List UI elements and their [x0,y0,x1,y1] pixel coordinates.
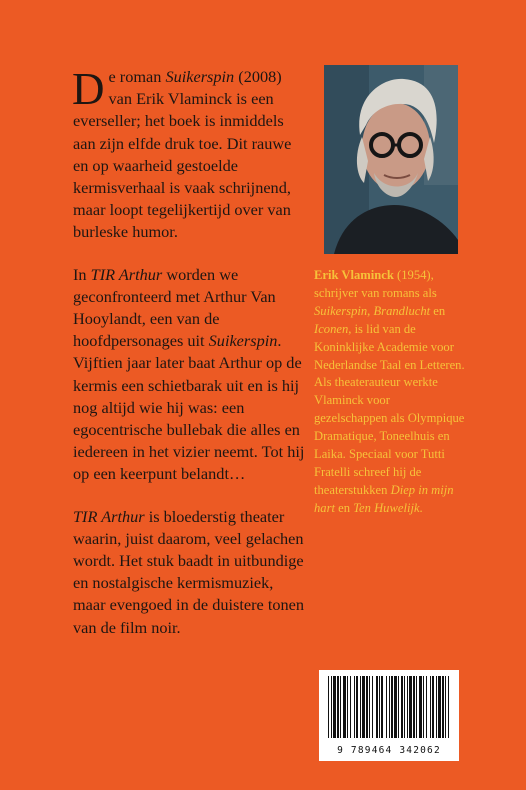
blurb-text: (2008) van Erik Vlaminck is een everseller; het boek is inmiddels aan zijn elfde druk toe. Dit rauwe en op waarheid gestoelde kermisverhaal is vaak schrijnend, maar loopt tegelijkertijd over van burleske humor. [73,67,292,242]
play-title: TIR Arthur [90,264,163,284]
isbn-number: 9 789464 342062 [337,745,441,756]
barcode-bar [389,676,390,738]
author-bio-paragraph-2 [314,374,466,517]
author-name: Erik Vlaminck [314,268,394,282]
barcode-bar [448,676,449,738]
barcode-bar [366,676,368,738]
barcode-bar [426,676,427,738]
barcode-bar [379,676,380,738]
barcode-bar [340,676,341,738]
bio-text: (1954), schrijver van romans als [314,268,437,300]
barcode-bar [381,676,383,738]
author-bio [314,267,466,518]
blurb-paragraph-1 [73,66,309,244]
barcode-bar [432,676,434,738]
bio-text: en [430,303,446,318]
barcode-bar [419,676,422,738]
play-title: Diep in mijn hart [314,482,454,515]
barcode-bar [407,676,408,738]
blurb-text: worden we geconfronteerd met Arthur Van Hooylandt, een van de hoofdpersonages uit [73,264,276,351]
drop-cap: D [72,64,105,114]
barcode-bar [423,676,424,738]
book-title: Iconen [314,321,349,336]
barcode-bar [436,676,437,738]
barcode-bar [343,676,346,738]
blurb-text: is bloederstig theater waarin, juist daarom, veel gelachen wordt. Het stuk baadt in uitbundige en nostalgische kermismuziek, maar evengoed in de duistere tonen van de film noir. [73,506,305,637]
barcode-bar [401,676,403,738]
barcode-bar [337,676,339,738]
book-title: Suikerspin [314,303,368,318]
back-cover-blurb [73,66,309,659]
author-photo [324,65,458,254]
barcode-bar [413,676,415,738]
play-title: Ten Huwelijk [353,500,420,515]
barcode-bar [376,676,378,738]
barcode-bar [445,676,446,738]
bio-text: . [419,500,423,515]
barcode-bar [416,676,417,738]
barcode-bar [354,676,355,738]
barcode-bar [372,676,373,738]
barcode-bar [331,676,332,738]
blurb-paragraph-2 [73,264,309,486]
blurb-text: In [73,264,91,284]
author-portrait-illustration [324,65,458,254]
barcode-bar [438,676,441,738]
bio-text: , [367,303,374,318]
barcode-bar [409,676,412,738]
barcode-bar [369,676,370,738]
blurb-text: . Vijftien jaar later baat Arthur op de kermis een schietbarak uit en is hij nog altijd wie hij was: een egocentrische bullebak die alles en iedereen in het vizier neemt. Tot hij op een keerpunt belandt… [73,331,305,484]
barcode-bar [430,676,431,738]
barcode-bar [347,676,348,738]
bio-text: Als theaterauteur werkte Vlaminck voor gezelschappen als Olympique Dramatique, Toneelhuis en Laika. Speciaal voor Tutti Fratelli schreef hij de theaterstukken [314,375,465,497]
book-title: Suikerspin [165,67,235,86]
barcode-bar [333,676,336,738]
barcode-bar [362,676,365,738]
barcode-bar [404,676,405,738]
blurb-text: e roman [108,67,166,86]
isbn-barcode [319,670,459,761]
book-title: Suikerspin [208,331,278,351]
barcode-bar [386,676,387,738]
barcode-bar [328,676,329,738]
blurb-paragraph-3 [73,506,309,639]
bio-text: en [335,500,354,515]
author-bio-paragraph-1 [314,267,466,374]
barcode-bar [394,676,397,738]
barcode-bar [350,676,351,738]
barcode-bar [356,676,358,738]
barcode-bars [326,676,452,738]
bio-text: , is lid van de Koninklijke Academie voor Nederlandse Taal en Letteren. [314,321,465,372]
play-title: TIR Arthur [73,506,145,526]
barcode-bar [442,676,444,738]
barcode-bar [398,676,399,738]
barcode-bar [360,676,361,738]
barcode-bar [391,676,393,738]
book-title: Brandlucht [373,303,431,318]
